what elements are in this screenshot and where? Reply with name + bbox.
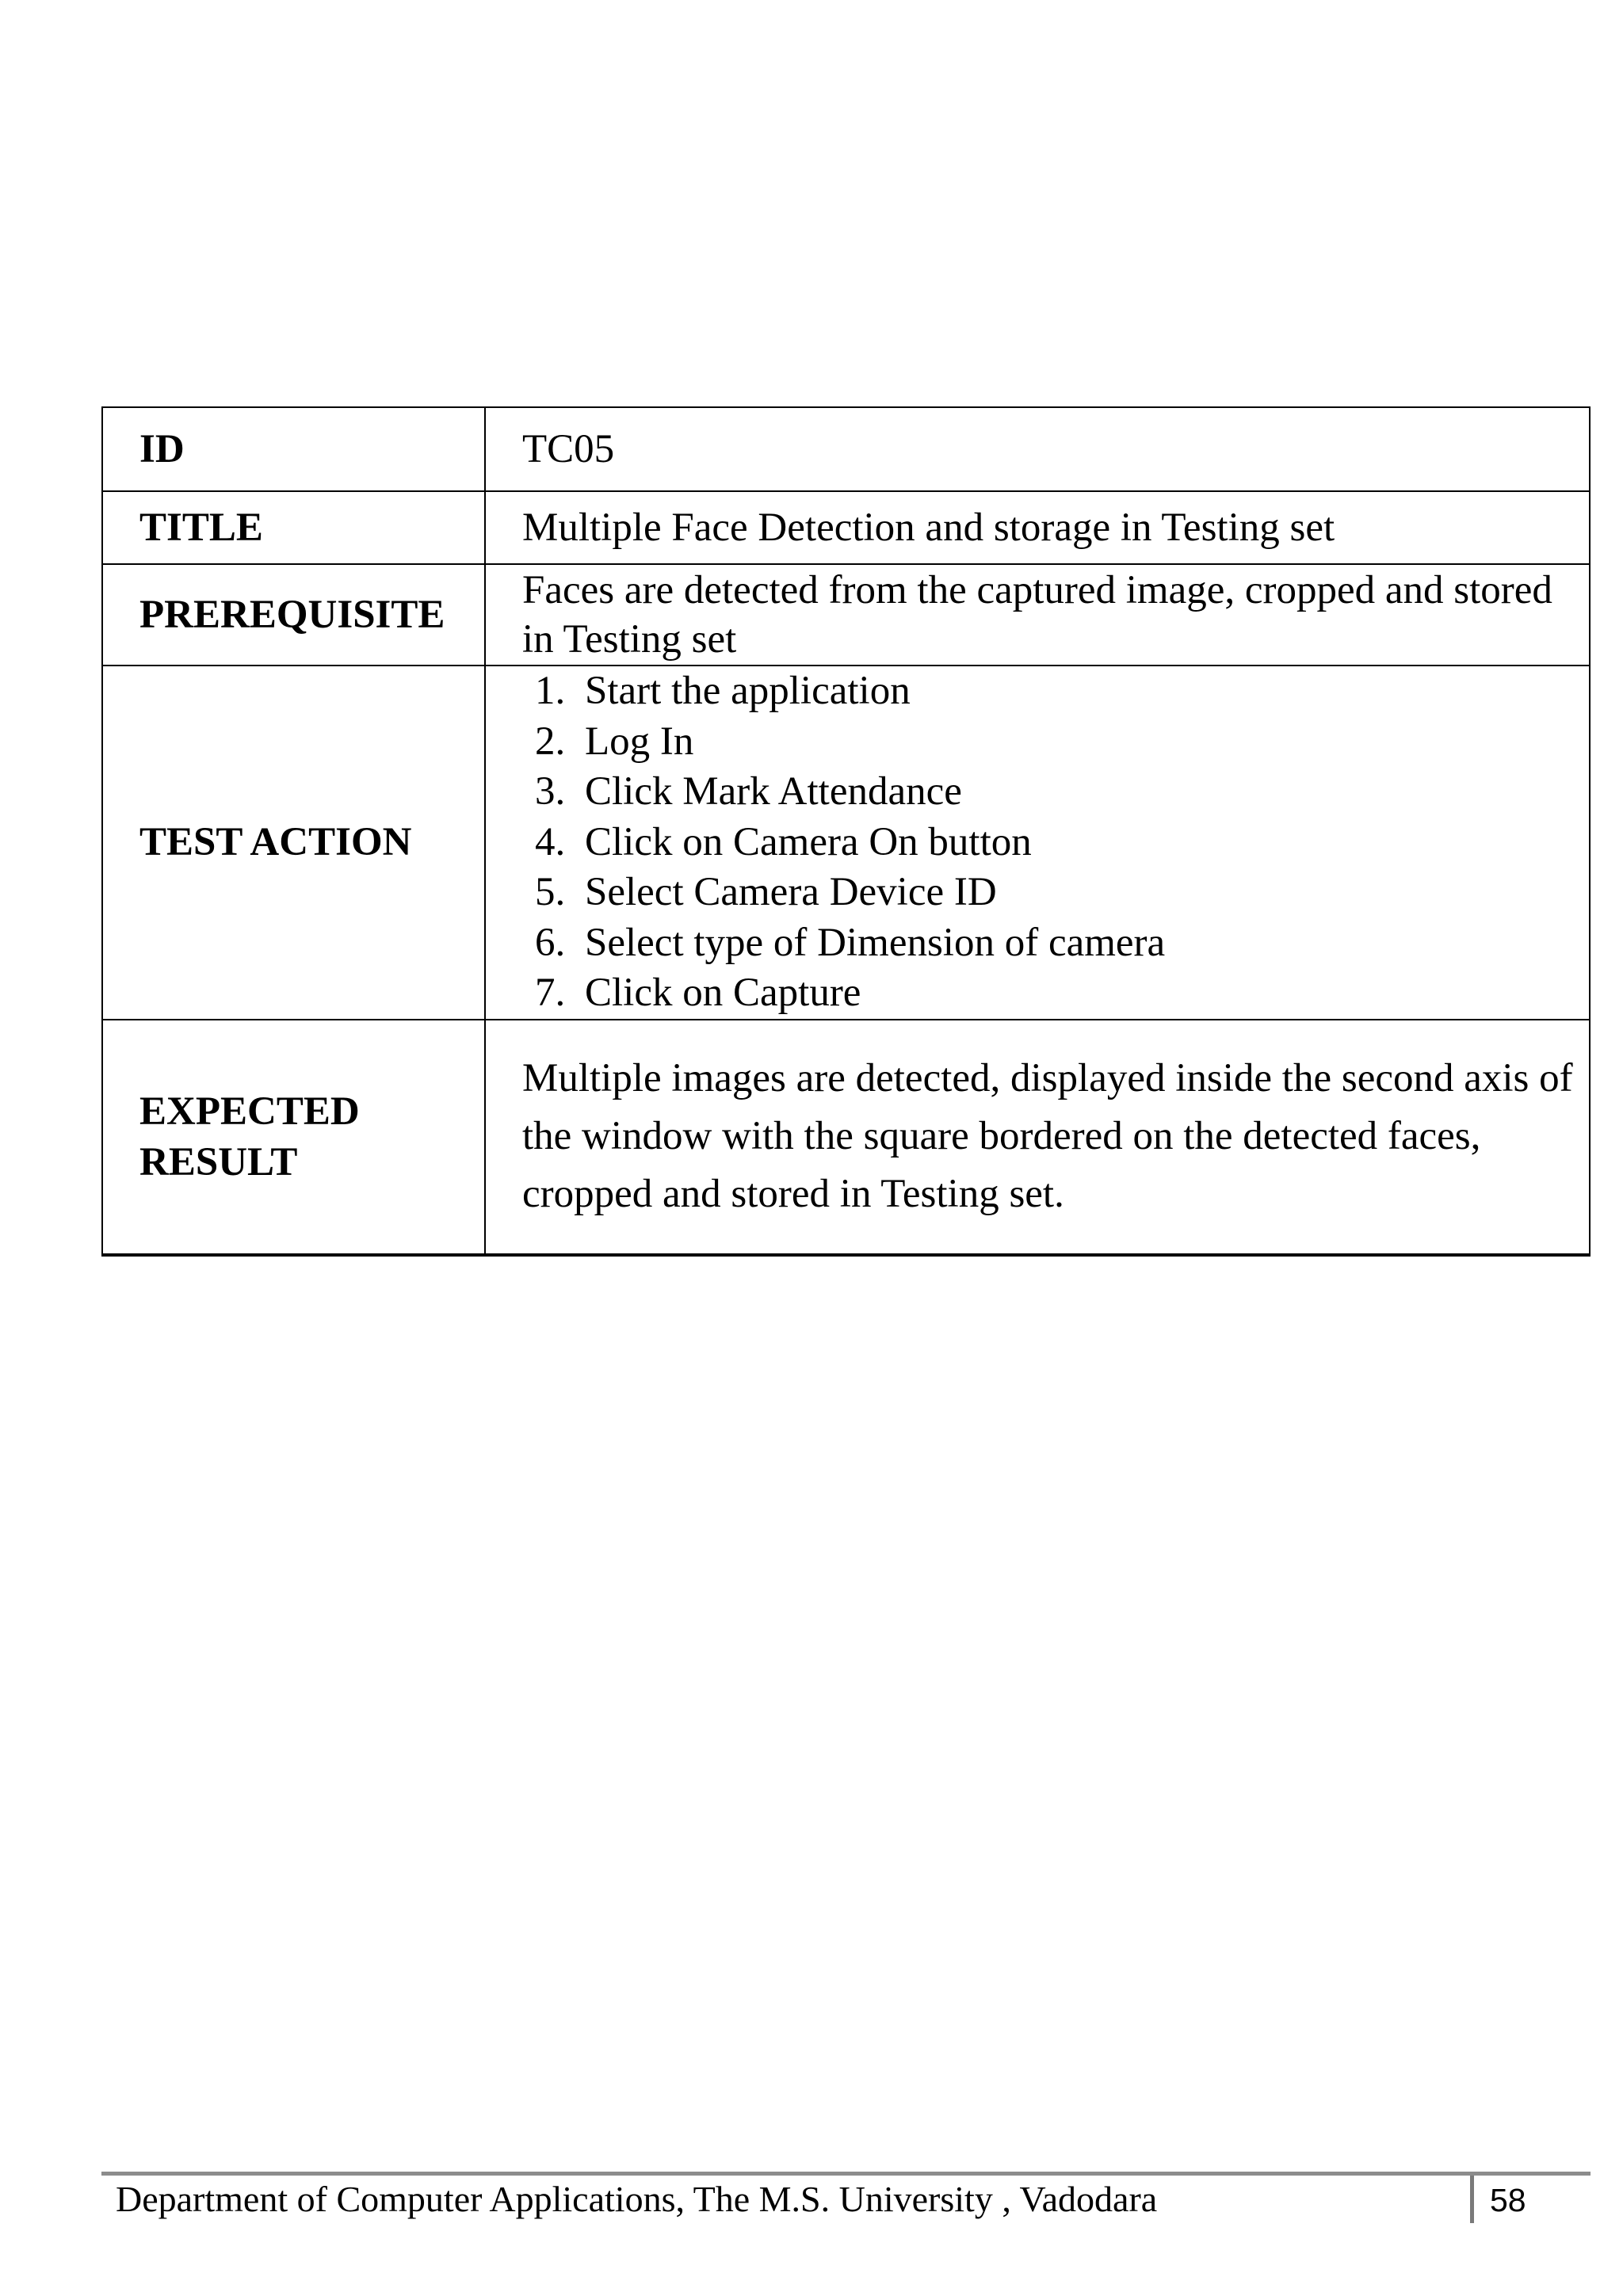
step-number: 4. [535, 819, 566, 864]
step-text: Click on Capture [585, 971, 861, 1015]
step-number: 3. [535, 769, 566, 814]
expected-result-label [102, 1020, 485, 1255]
step-item [486, 968, 1573, 1019]
step-text: Start the application [585, 669, 911, 713]
expected-result-label-line1: EXPECTED [139, 1089, 360, 1134]
step-text: Select Camera Device ID [585, 870, 997, 914]
expected-result-value: Multiple images are detected, displayed inside the second axis of the window with the square bordered on the detected faces, cropped and stored in Testing set. [485, 1020, 1590, 1255]
step-item [486, 666, 1573, 717]
title-label: TITLE [102, 491, 485, 564]
footer-divider [1470, 2176, 1474, 2223]
table-row-title [102, 491, 1590, 564]
test-action-steps-cell [485, 666, 1590, 1020]
footer-text: Department of Computer Applications, The M.S. University , Vadodara [116, 2179, 1158, 2219]
page-number: 58 [1490, 2182, 1526, 2218]
step-item [486, 818, 1573, 868]
table-row-expected-result [102, 1020, 1590, 1255]
table-row-id [102, 407, 1590, 491]
id-label: ID [102, 407, 485, 491]
table-row-prerequisite [102, 564, 1590, 666]
test-action-steps [486, 666, 1573, 1019]
test-action-label: TEST ACTION [102, 666, 485, 1020]
step-item [486, 868, 1573, 918]
step-text: Click Mark Attendance [585, 769, 962, 814]
step-text: Select type of Dimension of camera [585, 920, 1166, 965]
step-number: 6. [535, 920, 566, 965]
expected-result-label-line2: RESULT [139, 1139, 298, 1184]
step-text: Log In [585, 719, 694, 764]
step-number: 1. [535, 669, 566, 713]
prerequisite-value: Faces are detected from the captured image, cropped and stored in Testing set [485, 564, 1590, 666]
id-value: TC05 [485, 407, 1590, 491]
step-item [486, 918, 1573, 969]
step-number: 7. [535, 971, 566, 1015]
step-number: 2. [535, 719, 566, 764]
title-value: Multiple Face Detection and storage in Testing set [485, 491, 1590, 564]
step-number: 5. [535, 870, 566, 914]
prerequisite-label: PREREQUISITE [102, 564, 485, 666]
step-item [486, 767, 1573, 818]
table-row-test-action [102, 666, 1590, 1020]
test-case-table [101, 406, 1591, 1257]
step-text: Click on Camera On button [585, 819, 1032, 864]
step-item [486, 717, 1573, 768]
footer-rule [101, 2172, 1591, 2176]
